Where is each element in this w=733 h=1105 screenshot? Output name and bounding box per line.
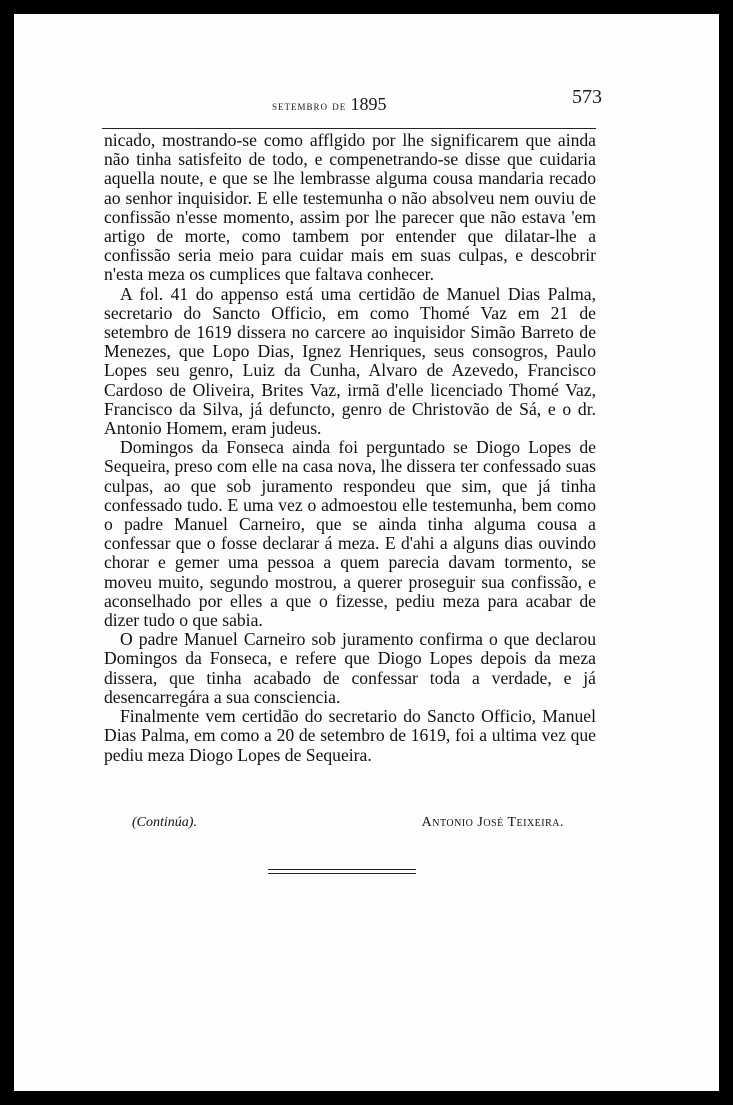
paragraph: Domingos da Fonseca ainda foi perguntado se Diogo Lopes de Sequeira, preso com elle na casa nova, lhe dissera ter confessado suas culpas, ao que sob juramento respondeu que sim, que já tinha confessado tudo. E uma vez o admoestou elle testemunha, bem como o padre Manuel Carneiro, que se ainda tinha alguma cousa a confessar que o fosse declarar á meza. E d'ahi a alguns dias ouvindo chorar e gemer uma pessoa a quem parecia davam tormento, se moveu muito, segundo mostrou, a querer proseguir sua confissão, e aconselhado por elles a que o fizesse, pediu meza para acabar de dizer tudo o que sabia. (104, 437, 596, 631)
end-rule-bottom (268, 873, 416, 874)
header-rule (102, 128, 596, 129)
header-year: 1895 (350, 94, 387, 114)
body-text (104, 131, 596, 765)
paragraph: A fol. 41 do appenso está uma certidão de Manuel Dias Palma, secretario do Sancto Officio, em como Thomé Vaz em 21 de setembro de 1619 dissera no carcere ao inquisidor Simão Barreto de Menezes, que Lopo Dias, Ignez Henriques, seus consogros, Paulo Lopes seu genro, Luiz da Cunha, Alvaro de Azevedo, Francisco Cardoso de Oliveira, Brites Vaz, irmã d'elle licenciado Thomé Vaz, Francisco da Silva, já defuncto, genro de Christovão de Sá, e o dr. Antonio Homem, eram judeus. (104, 283, 596, 439)
author-name: Antonio José Teixeira. (421, 815, 564, 830)
paragraph: Finalmente vem certidão do secretario do Sancto Officio, Manuel Dias Palma, em como a 20 de setembro de 1619, foi a ultima vez que pediu meza Diogo Lopes de Sequeira. (104, 706, 596, 765)
paragraph: O padre Manuel Carneiro sob juramento confirma o que declarou Domingos da Fonseca, e refere que Diogo Lopes depois da meza dissera, que tinha acabado de confessar toda a verdade, e já desencarregára a sua consciencia. (104, 629, 596, 707)
paragraph: nicado, mostrando-se como afflgido por lhe significarem que ainda não tinha satisfeito de todo, e compenetrando-se disse que cuidaria aquella noute, e que se lhe lembrasse alguma cousa mandaria recado ao senhor inquisidor. E elle testemunha o não absolveu nem ouviu de confissão n'esse momento, assim por lhe parecer que não estava 'em artigo de morte, como tambem por entender que dilatar-lhe a confissão seria meio para cuidar mais em suas culpas, e descobrir n'esta meza os cumplices que faltava conhecer. (104, 130, 596, 285)
header-title: setembro de 1895 (272, 94, 387, 114)
signature-line (132, 812, 572, 834)
page (14, 14, 719, 1091)
end-rule-top (268, 869, 416, 870)
continued-note: (Continúa). (132, 815, 197, 830)
page-number: 573 (572, 86, 602, 108)
running-header (102, 84, 602, 124)
